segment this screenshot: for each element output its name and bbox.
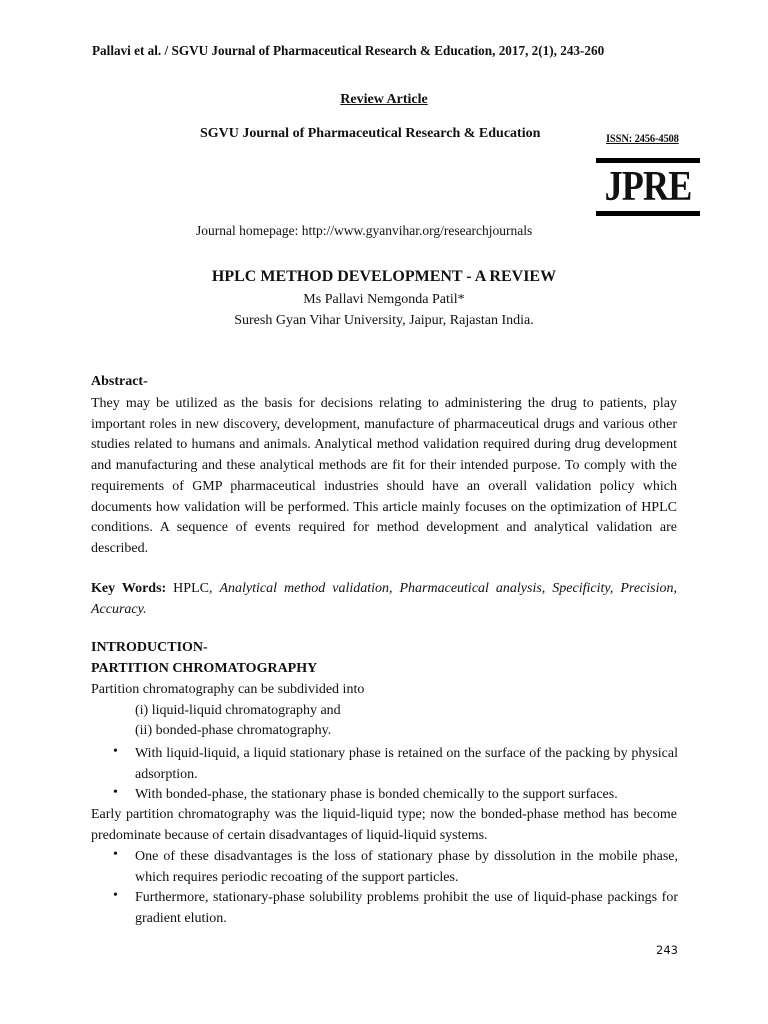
issn-label: ISSN: 2456-4508 <box>606 131 679 145</box>
bullet-glyph: • <box>113 785 118 800</box>
intro-heading: INTRODUCTION- <box>91 640 208 655</box>
list-item: Furthermore, stationary-phase solubility problems prohibit the use of liquid-phase packings for gradient elution. <box>135 890 678 926</box>
journal-name: SGVU Journal of Pharmaceutical Research & Education <box>200 126 541 141</box>
list-item: With liquid-liquid, a liquid stationary phase is retained on the surface of the packing by physical adsorption. <box>135 746 678 782</box>
journal-logo <box>596 158 700 216</box>
bullet-glyph: • <box>113 744 118 759</box>
intro-line: Partition chromatography can be subdivided into <box>91 682 365 697</box>
keywords-label: Key Words: <box>91 581 167 596</box>
running-head: Pallavi et al. / SGVU Journal of Pharmaceutical Research & Education, 2017, 2(1), 243-260 <box>92 43 605 58</box>
sub-item: (i) liquid-liquid chromatography and <box>135 703 341 718</box>
bullet-glyph: • <box>113 888 118 903</box>
affiliation: Suresh Gyan Vihar University, Jaipur, Rajastan India. <box>234 313 534 328</box>
article-type: Review Article <box>340 92 428 107</box>
paper-title: HPLC METHOD DEVELOPMENT - A REVIEW <box>211 268 557 285</box>
keywords-list: Analytical method validation, Pharmaceutical analysis, Specificity, Precision, Accuracy. <box>91 581 677 617</box>
page-number: 243 <box>656 943 678 957</box>
list-item: One of these disadvantages is the loss of stationary phase by dissolution in the mobile phase, which requires periodic recoating of the support particles. <box>135 849 678 885</box>
abstract-heading: Abstract- <box>91 374 148 389</box>
journal-homepage: Journal homepage: http://www.gyanvihar.org/researchjournals <box>196 223 533 238</box>
abstract-body: They may be utilized as the basis for decisions relating to administering the drug to patients, play important roles in new discovery, development, manufacture of pharmaceutical drugs and various other studies related to humans and animals. Analytical method validation required during drug development and manufacturing and these analytical methods are fit for their intended purpose. To comply with the requirements of GMP pharmaceutical industries should have an overall validation policy which documents how validation will be performed. This article mainly focuses on the optimization of HPLC conditions. A sequence of events required for method development and analytical validation are described. <box>91 396 677 556</box>
journal-logo-text: JPRE <box>604 164 692 210</box>
sub-item: (ii) bonded-phase chromatography. <box>135 723 332 738</box>
list-item: With bonded-phase, the stationary phase is bonded chemically to the support surfaces. <box>135 787 618 802</box>
partition-heading: PARTITION CHROMATOGRAPHY <box>91 661 318 676</box>
author: Ms Pallavi Nemgonda Patil* <box>303 292 465 307</box>
body-paragraph: Early partition chromatography was the liquid-liquid type; now the bonded-phase method has become predominate because of certain disadvantages of liquid-liquid systems. <box>91 807 677 843</box>
bullet-glyph: • <box>113 847 118 862</box>
keywords <box>91 578 677 620</box>
keywords-first: HPLC, <box>166 581 220 596</box>
